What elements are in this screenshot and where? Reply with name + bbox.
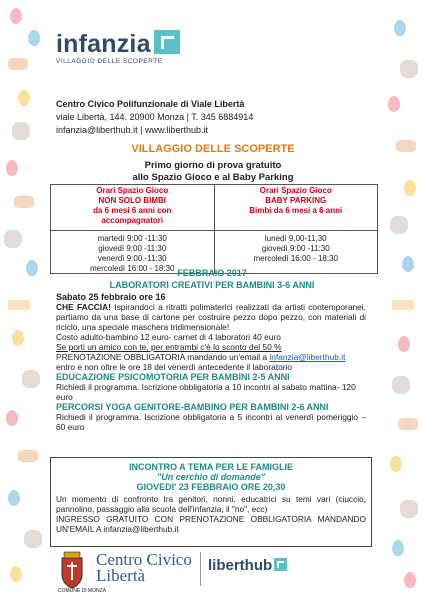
teddy-bear-icon [24, 530, 42, 548]
venue-web: infanzia@liberthub.it | www.liberthub.it [56, 125, 209, 135]
teddy-bear-icon [400, 500, 418, 518]
monza-crest-icon [58, 550, 86, 590]
event-text: Un momento di confronto tra genitori, nonni, educatrici su temi vari (ciuccio, pannolino, passaggio alla scuola dell'infanzia, il "no", ecc) [56, 494, 366, 514]
balloon-icon [404, 180, 416, 196]
rocking-horse-icon [396, 140, 416, 152]
header-line: Orari Spazio Gioco [96, 186, 169, 195]
hours-column-non-solo-bimbi [51, 185, 214, 273]
toy-train-icon [392, 300, 414, 310]
balloon-icon [392, 540, 404, 556]
event-quote: "Un cerchio di domande" [156, 472, 266, 482]
teddy-bear-icon [392, 376, 410, 394]
hours-row: giovedì 9:00 -11:30 [98, 244, 167, 253]
balloon-icon [398, 336, 410, 352]
lab-friend-discount: Se porti un amico con te, per entrambi c'è lo sconto del 50 % [56, 342, 282, 352]
lab-booking [56, 352, 366, 362]
hours-row: mercoledì 16:00 - 18:30 [90, 264, 175, 273]
infanzia-logo [56, 30, 180, 65]
free-trial-line: Primo giorno di prova gratuito [144, 160, 282, 171]
liberthub-mark-icon [274, 558, 287, 571]
balloon-icon [10, 8, 22, 24]
event-booking: INGRESSO GRATUITO CON PRENOTAZIONE OBBLIGATORIA MANDANDO UN'EMAIL A infanzia@liberthub.it [56, 514, 366, 534]
page-title: VILLAGGIO DELLE SCOPERTE [131, 143, 295, 155]
hours-table [50, 184, 378, 274]
lab-heading: LABORATORI CREATIVI PER BAMBINI 3-6 ANNI [109, 280, 315, 290]
teddy-bear-icon [12, 122, 30, 140]
hours-row: venerdì 9:00 -11:30 [97, 254, 167, 263]
logo-mark-icon [154, 30, 180, 54]
lab-text [56, 302, 366, 332]
balloon-icon [394, 20, 406, 36]
lab-desc: Ispirandoci a ritratti polimaterici realizzati da artisti contemporanei, partiamo da una base di cartone per costruire pezzo dopo pezzo, con materiali di riciclo, una speciale maschera tridimensionale! [56, 302, 366, 332]
footer-logos [58, 548, 378, 594]
hours-row: martedì 9:00 -11:30 [97, 234, 167, 243]
centro-civico-line1: Centro Civico [96, 550, 192, 569]
hours-column-header [215, 185, 378, 231]
venue-address: viale Libertà, 144. 20900 Monza | T. 345 6884914 [56, 112, 254, 122]
balloon-icon [12, 330, 24, 346]
hours-row: mercoledì 16:00 - 18:30 [253, 254, 338, 263]
lab-title-che-faccia: CHE FACCIA! [56, 302, 111, 312]
balloon-icon [8, 490, 20, 506]
rocking-horse-icon [8, 58, 28, 70]
hours-row: giovedì 9:00 -11:30 [261, 244, 330, 253]
psicomotoria-heading: EDUCAZIONE PSICOMOTORIA PER BAMBINI 2-5 ANNI [56, 372, 290, 382]
left-decoration-border [0, 0, 46, 596]
header-line: Bimbi da 6 mesi a 6 anni [249, 206, 343, 215]
hours-column-body [215, 231, 378, 264]
centro-civico-line2: Libertà [96, 566, 146, 585]
centro-civico-logo [96, 552, 192, 584]
balloon-icon [28, 30, 40, 46]
balloon-icon [390, 456, 402, 472]
lab-booking-deadline: entro e non oltre le ore 18 del venerdì antecedente il laboratorio [56, 362, 293, 372]
toy-train-icon [8, 300, 30, 310]
teddy-bear-icon [400, 60, 418, 78]
footer-divider [200, 552, 201, 586]
logo-subtitle: VILLAGGIO DELLE SCOPERTE [56, 58, 163, 65]
event-date: GIOVEDI' 23 FEBBRAIO ORE 20,30 [136, 482, 286, 492]
month-heading: FEBBRAIO 2017 [177, 268, 247, 278]
hours-column-header [51, 185, 214, 231]
header-line: Orari Spazio Gioco [259, 186, 332, 195]
lab-description [56, 292, 366, 432]
teddy-bear-icon [22, 370, 40, 388]
free-trial-line-2: allo Spazio Gioco e al Baby Parking [132, 172, 294, 183]
header-line: NON SOLO BIMBI [98, 196, 167, 205]
balloon-icon [6, 160, 18, 176]
psicomotoria-text: Richiedi il programma. Iscrizione obbligatoria a 10 incontri al sabato mattina- 120 euro [56, 382, 356, 402]
lab-date: Sabato 25 febbraio ore 16 [56, 292, 166, 302]
liberthub-word: liberthub [208, 557, 273, 574]
event-title: INCONTRO A TEMA PER LE FAMIGLIE [129, 462, 293, 472]
booking-text: PRENOTAZIONE OBBLIGATORIA mandando un'email a [56, 352, 270, 362]
rocking-horse-icon [398, 418, 418, 430]
balloon-icon [18, 90, 30, 106]
liberthub-logo [208, 557, 287, 574]
right-decoration-border [378, 0, 424, 596]
rocking-horse-icon [18, 450, 38, 462]
header-line: BABY PARKING [265, 196, 327, 205]
hours-column-baby-parking [214, 185, 378, 273]
contact-block [56, 98, 253, 137]
lab-cost: Costo adulto-bambino 12 euro- carnet di 4 laboratori 40 euro [56, 332, 281, 342]
balloon-icon [10, 566, 22, 582]
yoga-heading: PERCORSI YOGA GENITORE-BAMBINO PER BAMBINI 2-6 ANNI [56, 402, 329, 412]
logo-word: infanzia [56, 30, 151, 58]
rocking-horse-icon [14, 196, 34, 208]
booking-email-link[interactable]: infanzia@liberthub.it [269, 352, 346, 362]
balloon-icon [6, 410, 18, 426]
yoga-text: Richiedi il programma. Iscrizione obbligatoria a 5 incontri al venerdì pomeriggio – 60 euro [56, 412, 366, 432]
hours-row: lunedì 9,00-11,30 [264, 234, 327, 243]
balloon-icon [404, 572, 416, 588]
balloon-icon [388, 96, 400, 112]
header-line: accompagnatori [101, 216, 164, 225]
venue-name: Centro Civico Polifunzionale di Viale Libertà [56, 99, 245, 109]
header-line: da 6 mesi 6 anni con [93, 206, 172, 215]
teddy-bear-icon [390, 216, 408, 234]
family-event-box [50, 457, 372, 547]
comune-label: COMUNE DI MONZA [58, 588, 107, 594]
teddy-bear-icon [4, 230, 22, 248]
